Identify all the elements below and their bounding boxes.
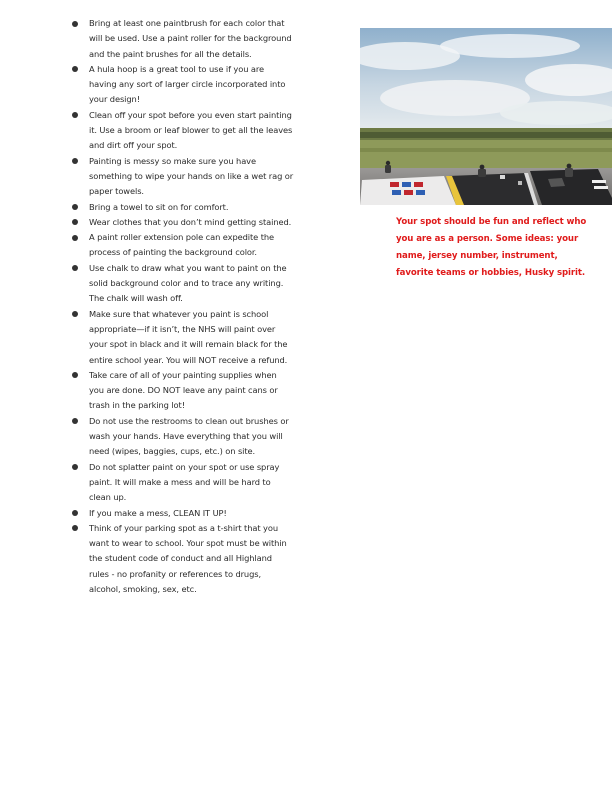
tip-item <box>72 200 294 215</box>
tip-item <box>72 215 294 230</box>
tip-text: Bring at least one paintbrush for each color that will be used. Use a paint roller for the background and the paint brushes for all the details. <box>89 18 292 59</box>
tip-item <box>72 307 294 368</box>
tip-text: Use chalk to draw what you want to paint on the solid background color and to trace any writing. The chalk will wash off. <box>89 262 287 304</box>
bullet-icon <box>72 235 78 241</box>
bullet-icon <box>72 418 78 424</box>
tip-item <box>72 521 294 597</box>
bullet-icon <box>72 219 78 225</box>
tip-item <box>72 230 294 261</box>
tip-text: Clean off your spot before you even start painting it. Use a broom or leaf blower to get all the leaves and dirt off your spot. <box>89 109 293 151</box>
bullet-icon <box>72 510 78 516</box>
tip-item <box>72 62 294 108</box>
tip-text: Make sure that whatever you paint is school appropriate—if it isn’t, the NHS will paint over your spot in black and it will remain black for the entire school year. You will NOT receive a refund. <box>89 308 288 365</box>
tip-item <box>72 368 294 414</box>
tip-text: Bring a towel to sit on for comfort. <box>89 201 229 212</box>
tip-item <box>72 414 294 460</box>
bullet-icon <box>72 158 78 164</box>
tip-item <box>72 506 294 521</box>
tip-text: Take care of all of your painting supplies when you are done. DO NOT leave any paint cans or trash in the parking lot! <box>89 369 278 411</box>
bullet-icon <box>72 21 78 27</box>
tip-text: Wear clothes that you don’t mind getting stained. <box>89 216 292 227</box>
parking-lot-photo <box>360 28 612 205</box>
bullet-icon <box>72 525 78 531</box>
tips-list <box>72 16 294 597</box>
bullet-icon <box>72 372 78 378</box>
bullet-icon <box>72 311 78 317</box>
tip-text: A paint roller extension pole can expedite the process of painting the background color. <box>89 232 275 258</box>
tip-item <box>72 460 294 506</box>
tip-item <box>72 16 294 62</box>
tip-item <box>72 108 294 154</box>
bullet-icon <box>72 204 78 210</box>
tip-text: If you make a mess, CLEAN IT UP! <box>89 507 227 518</box>
tip-text: Do not splatter paint on your spot or use spray paint. It will make a mess and will be hard to clean up. <box>89 461 280 503</box>
tip-item <box>72 154 294 200</box>
tip-item <box>72 261 294 307</box>
tip-text: Think of your parking spot as a t-shirt that you want to wear to school. Your spot must be within the student code of conduct and all Highland rules - no profanity or references to drugs, alcohol, smoking, sex, etc. <box>89 522 287 594</box>
ideas-callout: Your spot should be fun and reflect who you are as a person. Some ideas: your name, jersey number, instrument, favorite teams or hobbies, Husky spirit. <box>396 217 587 278</box>
tip-text: Painting is messy so make sure you have something to wipe your hands on like a wet rag or paper towels. <box>89 155 294 197</box>
bullet-icon <box>72 464 78 470</box>
tip-text: A hula hoop is a great tool to use if you are having any sort of larger circle incorporated into your design! <box>89 63 286 105</box>
tip-text: Do not use the restrooms to clean out brushes or wash your hands. Have everything that you will need (wipes, baggies, cups, etc.) on site. <box>89 415 289 457</box>
bullet-icon <box>72 112 78 118</box>
bullet-icon <box>72 66 78 72</box>
bullet-icon <box>72 265 78 271</box>
